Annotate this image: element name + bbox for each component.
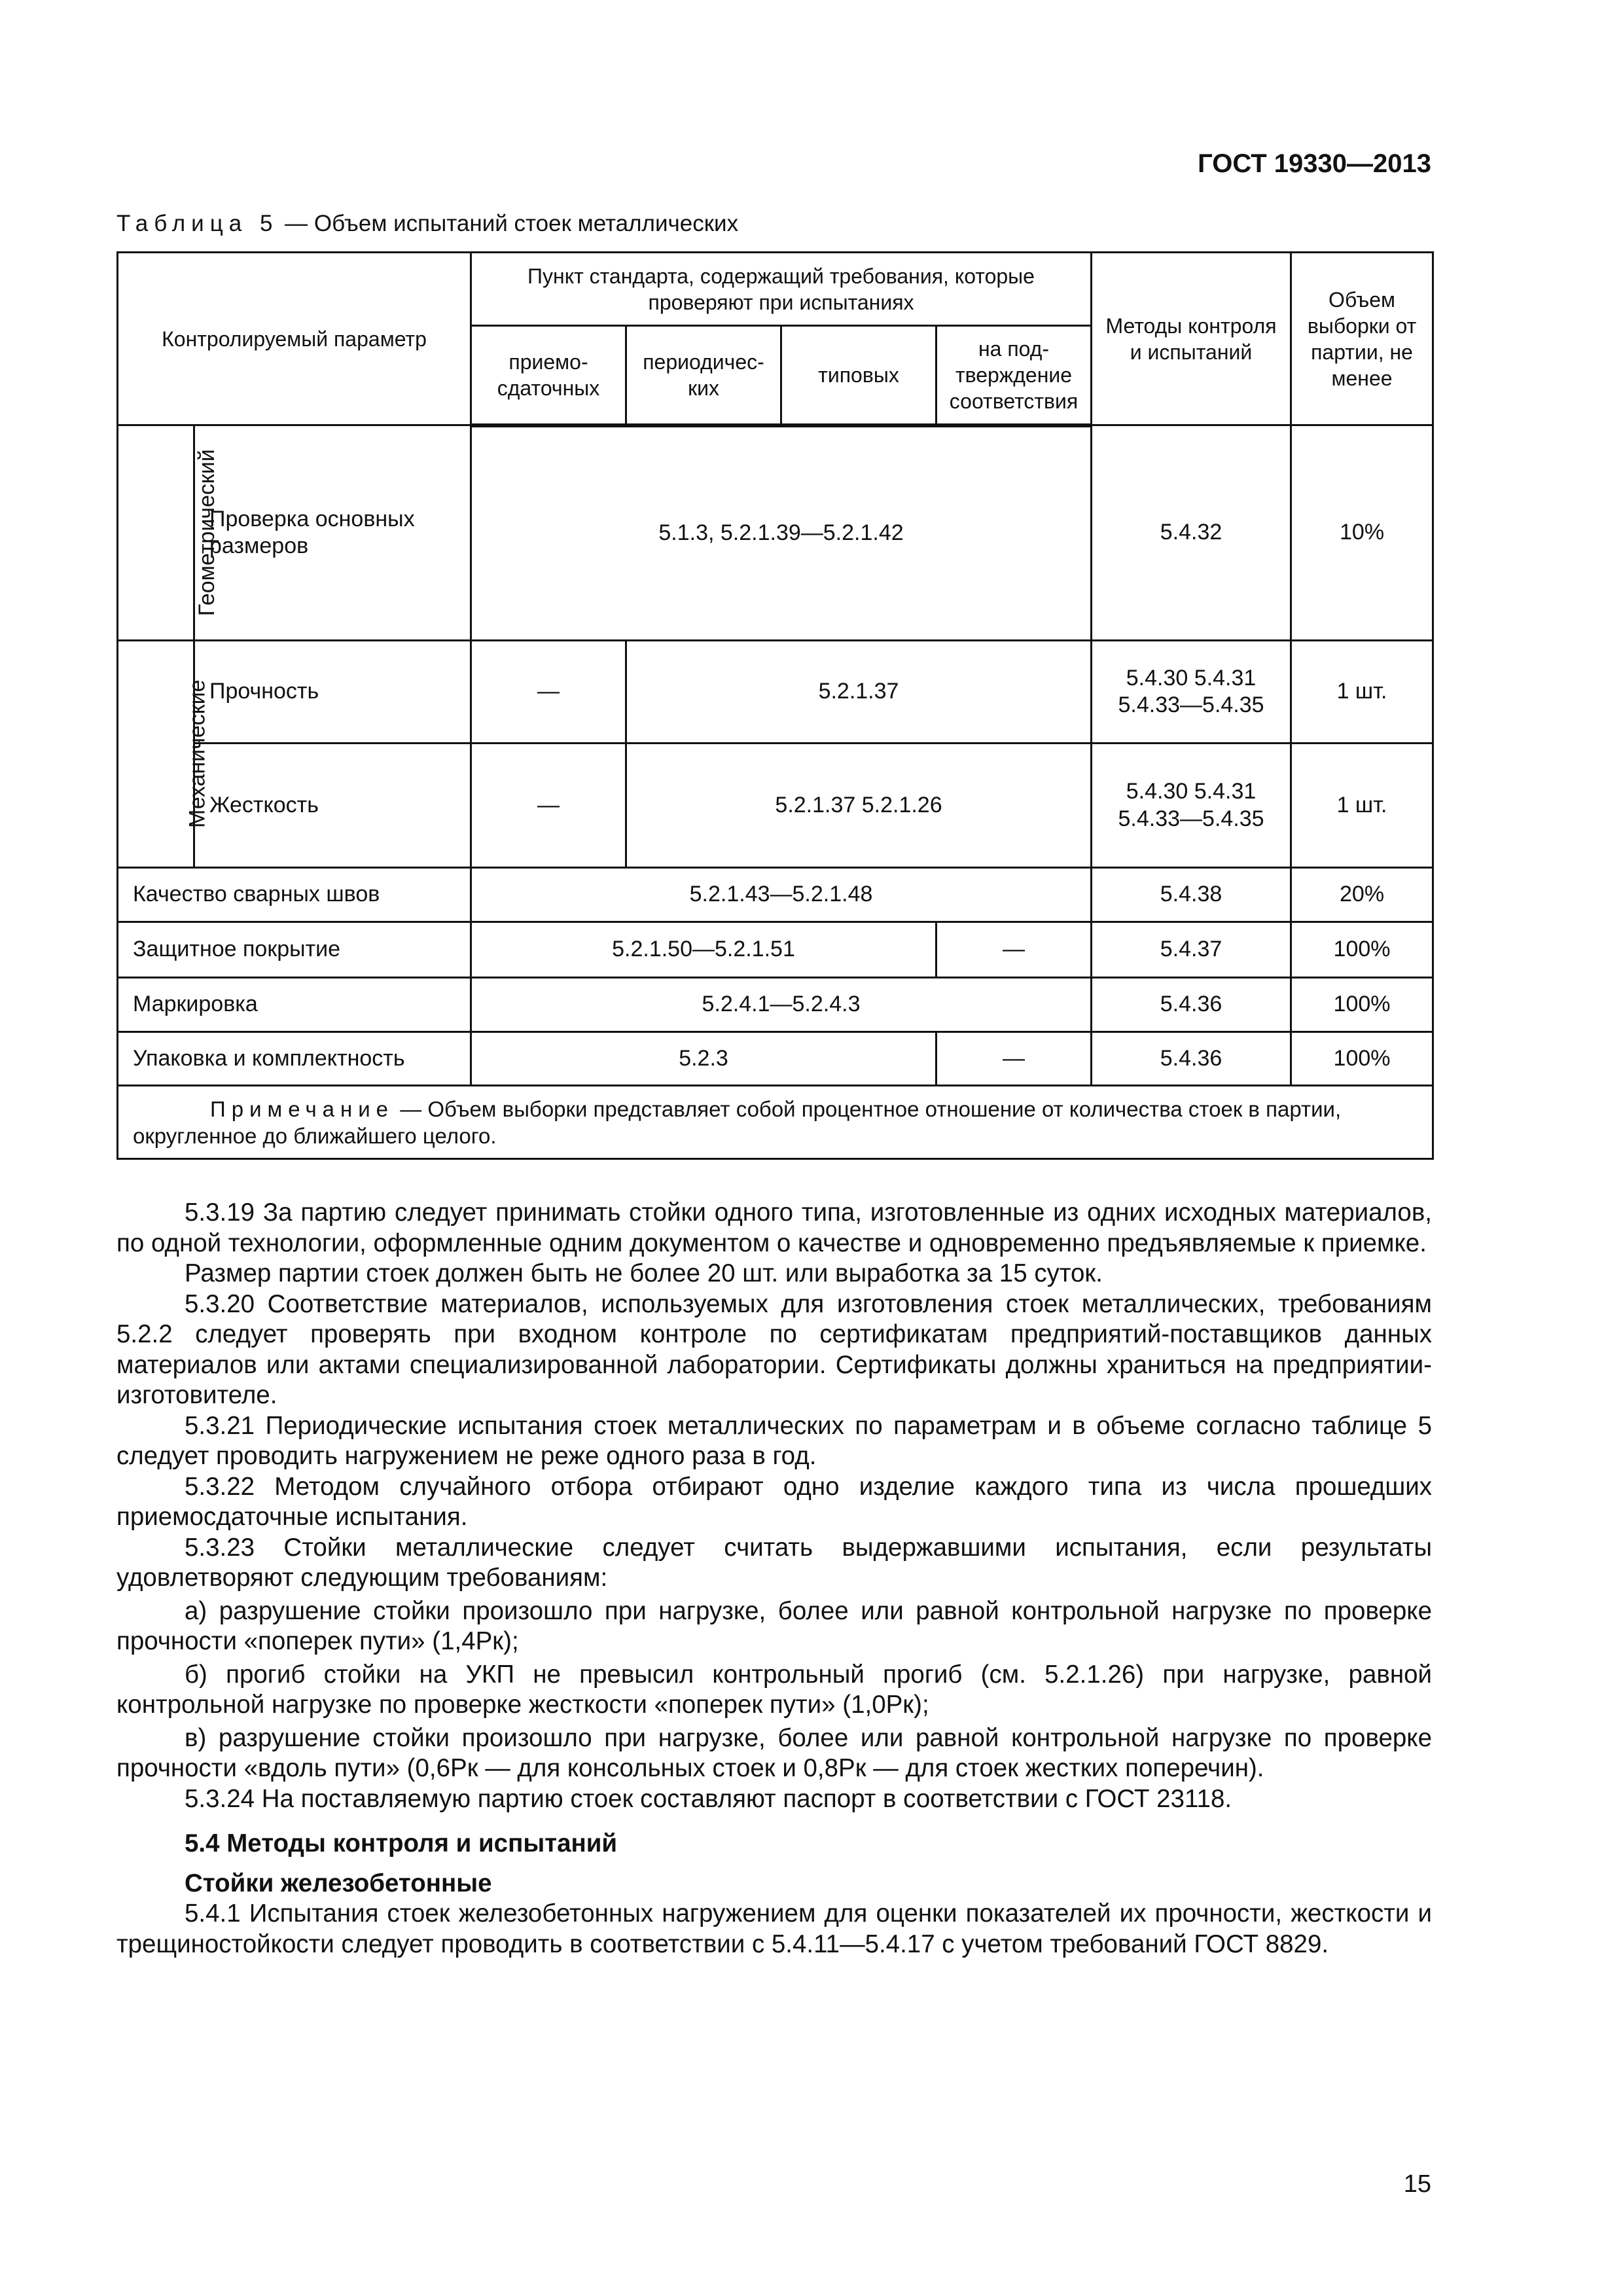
header-acceptance: приемо-сдаточных — [471, 326, 626, 425]
table-5 — [116, 251, 1434, 1160]
header-confirm: на под-тверждение соответствия — [936, 326, 1092, 425]
header-param: Контролируемый параметр — [118, 253, 471, 425]
table-row — [118, 744, 1433, 868]
table-row — [118, 425, 1433, 641]
table-header-row — [118, 253, 1433, 326]
table-note-row — [118, 1086, 1433, 1159]
row-method: 5.4.36 — [1092, 978, 1291, 1032]
row-acceptance: — — [471, 744, 626, 868]
row-sample: 1 шт. — [1291, 744, 1433, 868]
row-clause: 5.2.1.43—5.2.1.48 — [471, 868, 1092, 922]
paragraph-5-3-24: 5.3.24 На поставляемую партию стоек составляют паспорт в соответствии с ГОСТ 23118. — [185, 1784, 1232, 1813]
header-type: типовых — [781, 326, 936, 425]
row-clause: 5.2.1.50—5.2.1.51 — [471, 922, 936, 978]
document-code: ГОСТ 19330—2013 — [1198, 149, 1431, 178]
row-acceptance: — — [471, 641, 626, 744]
note-text: — Объем выборки представляет собой процентное отношение от количества стоек в партии, округленное до ближайшего целого. — [133, 1097, 1342, 1149]
table-caption-label: Таблица 5 — [116, 211, 279, 236]
table-caption — [116, 211, 738, 237]
row-sample: 20% — [1291, 868, 1433, 922]
row-param: Качество сварных швов — [118, 868, 471, 922]
subsection-heading: Стойки железобетонные — [185, 1869, 492, 1897]
paragraph-item-a: а) разрушение стойки произошло при нагрузке, более или равной контрольной нагрузке по проверке прочности «поперек пути» (1,4Pк); — [116, 1596, 1432, 1655]
paragraph-batch-size: Размер партии стоек должен быть не более 20 шт. или выработка за 15 суток. — [185, 1259, 1103, 1287]
section-heading-5-4: 5.4 Методы контроля и испытаний — [185, 1829, 618, 1857]
note-label: Примечание — [210, 1097, 395, 1121]
paragraph-5-3-19: 5.3.19 За партию следует принимать стойки одного типа, изготовленные из одних исходных материалов, по одной технологии, оформленные одним документом о качестве и одновременно предъявляемые к приемке. — [116, 1198, 1432, 1257]
row-param: Прочность — [194, 641, 471, 744]
row-method: 5.4.38 — [1092, 868, 1291, 922]
header-sample: Объем выборки от партии, не менее — [1291, 253, 1433, 425]
paragraph-item-b: б) прогиб стойки на УКП не превысил контрольный прогиб (см. 5.2.1.26) при нагрузке, равной контрольной нагрузке по проверке жесткости «поперек пути» (1,0Pк); — [116, 1660, 1432, 1719]
paragraph-5-3-20: 5.3.20 Соответствие материалов, используемых для изготовления стоек металлических, требованиям 5.2.2 следует проверять при входном контроле по сертификатам предприятий-поставщиков данных материалов или актами специализированной лаборатории. Сертификаты должны храниться на предприятии-изготовителе. — [116, 1289, 1432, 1409]
row-clause: 5.2.4.1—5.2.4.3 — [471, 978, 1092, 1032]
row-clause: 5.1.3, 5.2.1.39—5.2.1.42 — [471, 425, 1092, 641]
group-mechanical-cell — [118, 641, 210, 868]
paragraph-5-4-1: 5.4.1 Испытания стоек железобетонных нагружением для оценки показателей их прочности, жесткости и трещиностойкости следует проводить в соответствии с 5.4.11—5.4.17 с учетом требований ГОСТ 8829. — [116, 1899, 1432, 1958]
row-method: 5.4.36 — [1092, 1032, 1291, 1086]
row-sample: 100% — [1291, 1032, 1433, 1086]
row-sample: 1 шт. — [1291, 641, 1433, 744]
table-note — [118, 1086, 1433, 1159]
row-param: Жесткость — [194, 744, 471, 868]
row-param: Проверка основных размеров — [194, 425, 471, 641]
row-method: 5.4.32 — [1092, 425, 1291, 641]
row-param: Маркировка — [118, 978, 471, 1032]
row-clause: 5.2.1.37 5.2.1.26 — [626, 744, 1092, 868]
table-row — [118, 922, 1433, 978]
row-sample: 100% — [1291, 922, 1433, 978]
group-geometric-cell — [118, 425, 219, 641]
group-mechanical-label: Механические — [185, 679, 210, 829]
page-number: 15 — [1403, 2170, 1431, 2198]
paragraph-5-3-22: 5.3.22 Методом случайного отбора отбирают одно изделие каждого типа из числа прошедших приемосдаточные испытания. — [116, 1472, 1432, 1531]
group-geometric-label: Геометрический — [194, 449, 219, 617]
table-row — [118, 1032, 1433, 1086]
paragraph-5-3-23: 5.3.23 Стойки металлические следует считать выдержавшими испытания, если результаты удовлетворяют следующим требованиям: — [116, 1533, 1432, 1592]
row-confirm: — — [936, 922, 1092, 978]
row-clause: 5.2.1.37 — [626, 641, 1092, 744]
table-row — [118, 978, 1433, 1032]
row-confirm: — — [936, 1032, 1092, 1086]
row-param: Упаковка и комплектность — [118, 1032, 471, 1086]
row-param: Защитное покрытие — [118, 922, 471, 978]
header-methods: Методы контроля и испытаний — [1092, 253, 1291, 425]
paragraph-item-c: в) разрушение стойки произошло при нагрузке, более или равной контрольной нагрузке по проверке прочности «вдоль пути» (0,6Pк — для консольных стоек и 0,8Pк — для стоек жестких поперечин). — [116, 1723, 1432, 1782]
table-caption-text: — Объем испытаний стоек металлических — [285, 211, 739, 236]
header-periodic: периодичес-ких — [626, 326, 781, 425]
paragraph-5-3-21: 5.3.21 Периодические испытания стоек металлических по параметрам и в объеме согласно таблице 5 следует проводить нагружением не реже одного раза в год. — [116, 1411, 1432, 1470]
row-clause: 5.2.3 — [471, 1032, 936, 1086]
table-row — [118, 868, 1433, 922]
body-text — [116, 1198, 1432, 1960]
table-row — [118, 641, 1433, 744]
row-sample: 100% — [1291, 978, 1433, 1032]
row-method: 5.4.30 5.4.31 5.4.33—5.4.35 — [1092, 641, 1291, 744]
row-method: 5.4.30 5.4.31 5.4.33—5.4.35 — [1092, 744, 1291, 868]
header-clause: Пункт стандарта, содержащий требования, которые проверяют при испытаниях — [471, 253, 1092, 326]
row-sample: 10% — [1291, 425, 1433, 641]
row-method: 5.4.37 — [1092, 922, 1291, 978]
